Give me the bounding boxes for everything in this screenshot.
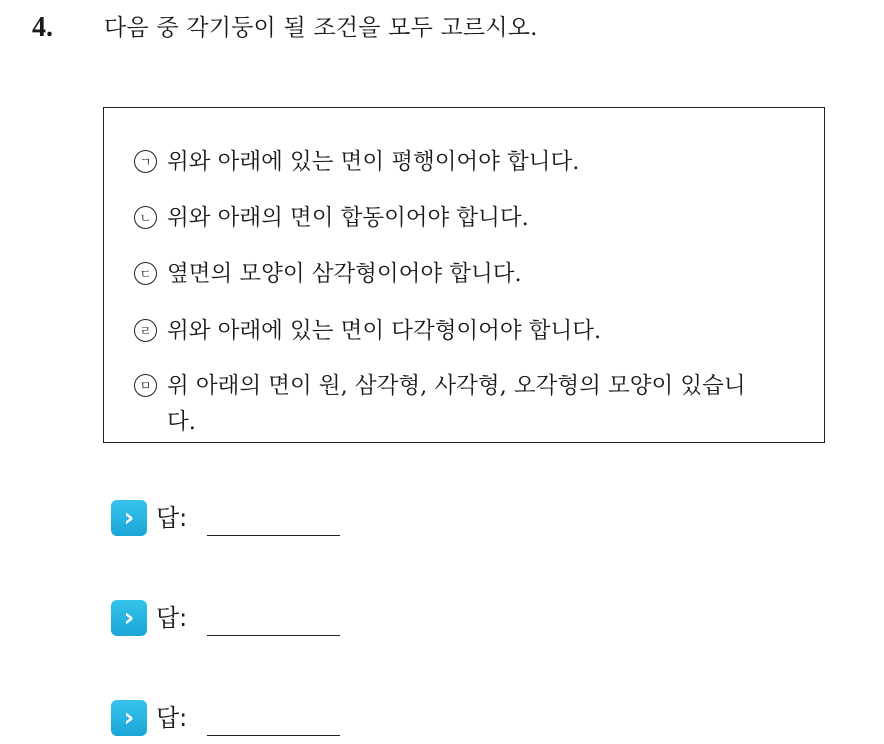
- answer-row: [111, 700, 340, 736]
- question-number: 4.: [32, 12, 53, 43]
- option-text: 위와 아래에 있는 면이 평행이어야 합니다.: [167, 149, 580, 175]
- option-item: [134, 144, 579, 180]
- option-item: [134, 368, 754, 440]
- chevron-right-icon: ›: [111, 600, 147, 636]
- option-marker: ㄴ: [134, 206, 157, 229]
- option-item: [134, 200, 529, 236]
- option-marker: ㄷ: [134, 262, 157, 285]
- option-marker: ㅁ: [134, 374, 157, 397]
- option-marker: ㄹ: [134, 319, 157, 342]
- condition-box: [103, 107, 825, 443]
- option-marker: ㄱ: [134, 150, 157, 173]
- option-text: 위와 아래의 면이 합동이어야 합니다.: [167, 205, 529, 231]
- answer-label: 답:: [156, 704, 188, 732]
- answer-label: 답:: [156, 504, 188, 532]
- answer-blank[interactable]: [207, 735, 340, 736]
- answer-blank[interactable]: [207, 535, 340, 536]
- answer-row: [111, 600, 340, 636]
- answer-label: 답:: [156, 604, 188, 632]
- answer-blank[interactable]: [207, 635, 340, 636]
- option-text: 위 아래의 면이 원, 삼각형, 사각형, 오각형의 모양이 있습니다.: [167, 373, 746, 435]
- option-item: [134, 256, 522, 292]
- chevron-right-icon: ›: [111, 700, 147, 736]
- option-text: 위와 아래에 있는 면이 다각형이어야 합니다.: [167, 318, 602, 344]
- answer-row: [111, 500, 340, 536]
- chevron-right-icon: ›: [111, 500, 147, 536]
- option-text: 옆면의 모양이 삼각형이어야 합니다.: [167, 261, 522, 287]
- option-item: [134, 313, 601, 349]
- question-text: 다음 중 각기둥이 될 조건을 모두 고르시오.: [104, 15, 538, 41]
